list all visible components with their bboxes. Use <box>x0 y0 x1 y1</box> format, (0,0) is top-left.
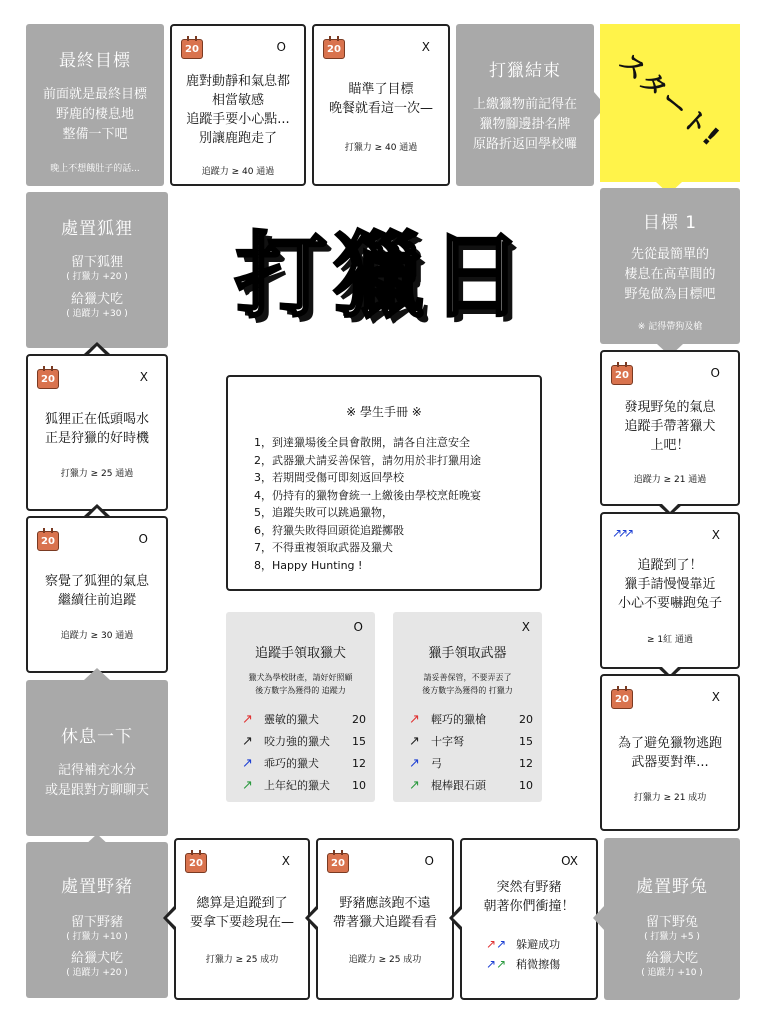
card-rabbit-sense <box>600 350 740 506</box>
card-line: 上吧！ <box>650 438 690 453</box>
card-line: 帶著獵犬追蹤看看 <box>332 915 437 930</box>
weapon-value: 15 <box>519 734 533 748</box>
arrow-left <box>167 908 177 928</box>
dog-row <box>242 755 375 771</box>
handbook-item: 7，不得重複領取武器及獵犬 <box>254 541 393 554</box>
card-line: 武器要對準... <box>631 755 709 770</box>
card-condition: 打獵力 ≥ 21 成功 <box>633 793 707 803</box>
card-line: 朝著你們衝撞！ <box>483 899 575 914</box>
dog-value: 10 <box>352 778 366 792</box>
handbook-item: 6，狩獵失敗得回頭從追蹤擲骰 <box>254 523 404 537</box>
card-line: 晚餐就看這一次— <box>328 101 433 116</box>
arrow-black-icon: ↗ <box>242 733 253 749</box>
card-line: 小心不要嚇跑兔子 <box>617 596 722 611</box>
card-body <box>176 894 308 932</box>
tile-title: 休息一下 <box>61 727 133 747</box>
tile-sub: ( 追蹤力 +30 ) <box>66 309 128 319</box>
dog-value: 20 <box>352 712 366 726</box>
card-deer <box>170 24 306 186</box>
card-line: 突然有野豬 <box>496 880 562 895</box>
card-line: 總算是追蹤到了 <box>196 896 288 911</box>
option-scratch <box>486 956 560 972</box>
card-line: 追蹤到了！ <box>637 558 703 573</box>
result-mark: X <box>421 40 430 54</box>
panel-desc-line: 後方數字為獲得的 追蹤力 <box>255 686 346 695</box>
dog-name: 上年紀的獵犬 <box>264 779 330 792</box>
handbook-item: 8，Happy Hunting ! <box>254 558 363 572</box>
tile-line: 上繳獵物前記得在 <box>472 97 577 112</box>
tile-body <box>26 85 164 145</box>
panel-title: 獵手領取武器 <box>428 646 507 661</box>
arrow-blue-icon: ↗ <box>242 755 253 771</box>
arrow-green-icon: ↗ <box>409 777 420 793</box>
start-label: スタート! <box>612 47 727 154</box>
card-line: 瞄準了目標 <box>348 82 414 97</box>
arrows-icon: ↗↗↗ <box>612 526 631 540</box>
tile-rest <box>26 680 168 836</box>
weapon-row <box>409 733 542 749</box>
tile-line: 留下野兔 <box>645 915 698 930</box>
card-body <box>314 80 448 118</box>
tile-sub: ( 打獵力 +5 ) <box>644 932 700 942</box>
handbook-item: 4，仍持有的獵物會統一上繳後由學校烹飪晚宴 <box>254 488 481 502</box>
dog-value: 12 <box>352 756 366 770</box>
calendar-icon: 20 <box>185 853 207 873</box>
result-mark: X <box>521 620 530 634</box>
tile-line: 野鹿的棲息地 <box>55 107 134 122</box>
dog-row <box>242 711 375 727</box>
tile-sub: ( 追蹤力 +20 ) <box>66 968 128 978</box>
handbook-list <box>254 434 540 574</box>
card-body <box>602 734 738 772</box>
card-line: 發現野兔的氣息 <box>624 400 716 415</box>
option-dodge <box>486 936 560 952</box>
tile-title: 打獵結束 <box>489 61 561 81</box>
tile-body <box>456 95 594 155</box>
tile-title: 處置野兔 <box>636 877 708 897</box>
card-condition: 追蹤力 ≥ 40 通過 <box>201 167 275 177</box>
tile-line: 留下野豬 <box>70 915 123 930</box>
red-blue-arrows-icon: ↗↗ <box>486 937 507 951</box>
tile-line: 記得補充水分 <box>57 763 136 778</box>
card-body <box>28 410 166 448</box>
card-condition: 追蹤力 ≥ 21 通過 <box>633 475 707 485</box>
blue-green-arrows-icon: ↗↗ <box>486 957 507 971</box>
dog-value: 15 <box>352 734 366 748</box>
result-mark: OX <box>561 854 578 868</box>
tile-title: 最終目標 <box>59 51 131 71</box>
card-line: 鹿對動靜和氣息都 <box>185 74 290 89</box>
tile-sub: ( 打獵力 +10 ) <box>66 932 128 942</box>
arrow-green-icon: ↗ <box>242 777 253 793</box>
arrow-down <box>660 502 680 512</box>
tile-line: 前面就是最終目標 <box>42 87 147 102</box>
card-line: 相當敏感 <box>211 93 264 108</box>
card-line: 繼續往前追蹤 <box>57 593 136 608</box>
card-fox-sense <box>26 516 168 673</box>
card-line: 追蹤手要小心點... <box>186 112 290 127</box>
tile-line: 留下狐狸 <box>70 255 123 270</box>
weapon-name: 棍棒跟石頭 <box>431 779 486 792</box>
page-title: 打獵日 <box>234 223 529 330</box>
card-line: 正是狩獵的好時機 <box>44 431 149 446</box>
tile-line: 給獵犬吃 <box>645 951 698 966</box>
tile-fox-deal <box>26 192 168 348</box>
tile-line: 原路折返回學校囉 <box>472 137 577 152</box>
card-body <box>602 398 738 455</box>
dog-row <box>242 777 375 793</box>
result-mark: O <box>353 620 363 634</box>
card-boar-charge <box>460 838 598 1000</box>
arrow-red-icon: ↗ <box>242 711 253 727</box>
tile-body <box>600 245 740 305</box>
result-mark: O <box>424 854 434 868</box>
result-mark: O <box>138 532 148 546</box>
weapon-panel <box>393 612 542 802</box>
calendar-icon: 20 <box>611 365 633 385</box>
result-mark: X <box>281 854 290 868</box>
tile-final-goal <box>26 24 164 186</box>
dog-name: 乖巧的獵犬 <box>264 757 319 770</box>
dog-list <box>242 711 375 793</box>
tile-goal1 <box>600 188 740 344</box>
calendar-icon: 20 <box>37 531 59 551</box>
tile-line: 棲息在高草間的 <box>624 267 716 282</box>
card-line: 察覺了狐狸的氣息 <box>44 574 149 589</box>
weapon-list <box>409 711 542 793</box>
tile-title: 處置野豬 <box>61 877 133 897</box>
calendar-icon: 20 <box>323 39 345 59</box>
result-mark: X <box>711 690 720 704</box>
card-aim <box>312 24 450 186</box>
handbook-item: 3，若期間受傷可即刻返回學校 <box>254 471 404 484</box>
panel-desc-line: 後方數字為獲得的 打獵力 <box>422 686 513 695</box>
tile-line: 獵物腳邊掛名牌 <box>479 117 571 132</box>
dog-panel <box>226 612 375 802</box>
card-line: 別讓鹿跑走了 <box>198 131 277 146</box>
panel-desc <box>226 671 375 697</box>
weapon-row <box>409 755 542 771</box>
handbook-item: 2，武器獵犬請妥善保管，請勿用於非打獵用途 <box>254 453 481 467</box>
dog-row <box>242 733 375 749</box>
tile-line: 給獵犬吃 <box>70 951 123 966</box>
weapon-name: 弓 <box>431 757 442 770</box>
tile-sub: ( 追蹤力 +10 ) <box>641 968 703 978</box>
tile-start <box>600 24 740 182</box>
tile-boar-deal <box>26 842 168 998</box>
card-condition: 追蹤力 ≥ 30 通過 <box>60 631 134 641</box>
result-mark: X <box>711 528 720 542</box>
weapon-name: 十字弩 <box>431 735 464 748</box>
dog-name: 靈敏的獵犬 <box>264 713 319 726</box>
card-line: 獵手請慢慢靠近 <box>624 577 716 592</box>
handbook-item: 1，到達獵場後全員會散開，請各自注意安全 <box>254 436 470 449</box>
dog-name: 咬力強的獵犬 <box>264 735 330 748</box>
tile-line: 整備一下吧 <box>62 127 128 142</box>
tile-title: 目標 1 <box>642 213 698 233</box>
tile-rabbit-deal <box>604 838 740 1000</box>
card-body <box>318 894 452 932</box>
tile-line: 先從最簡單的 <box>630 247 709 262</box>
result-mark: X <box>139 370 148 384</box>
arrow-left <box>453 908 463 928</box>
card-line: 狐狸正在低頭喝水 <box>44 412 149 427</box>
tile-note: ※ 記得帶狗及槍 <box>637 322 703 332</box>
card-line: 野豬應該跑不遠 <box>339 896 431 911</box>
result-mark: O <box>276 40 286 54</box>
card-line: 為了避免獵物逃跑 <box>617 736 722 751</box>
card-condition: 追蹤力 ≥ 25 成功 <box>348 955 422 965</box>
weapon-value: 10 <box>519 778 533 792</box>
card-body <box>462 878 596 916</box>
card-condition: 打獵力 ≥ 25 通過 <box>60 469 134 479</box>
tile-sub: ( 打獵力 +20 ) <box>66 272 128 282</box>
arrow-up <box>84 668 110 680</box>
calendar-icon: 20 <box>37 369 59 389</box>
option-label: 稍微擦傷 <box>516 958 561 971</box>
weapon-value: 12 <box>519 756 533 770</box>
card-line: 要拿下要趁現在— <box>189 915 294 930</box>
arrow-left <box>309 908 319 928</box>
result-mark: O <box>710 366 720 380</box>
handbook-title: ※ 學生手冊 ※ <box>346 405 422 419</box>
weapon-row <box>409 777 542 793</box>
option-label: 躲避成功 <box>516 938 561 951</box>
card-body <box>172 72 304 148</box>
tile-line: 或是跟對方聊聊天 <box>44 783 149 798</box>
panel-desc-line: 請妥善保管，不要弄丟了 <box>423 673 512 682</box>
tile-line: 給獵犬吃 <box>70 292 123 307</box>
arrow-red-icon: ↗ <box>409 711 420 727</box>
calendar-icon: 20 <box>327 853 349 873</box>
calendar-icon: 20 <box>181 39 203 59</box>
card-boar-near <box>316 838 454 1000</box>
card-line: 追蹤手帶著獵犬 <box>624 419 716 434</box>
tile-line: 野兔做為目標吧 <box>624 287 716 302</box>
panel-desc-line: 獵犬為學校財產，請好好照顧 <box>248 673 353 682</box>
weapon-row <box>409 711 542 727</box>
arrow-left <box>593 905 605 931</box>
calendar-icon: 20 <box>611 689 633 709</box>
tile-title: 處置狐狸 <box>61 219 133 239</box>
card-condition: 打獵力 ≥ 40 通過 <box>344 143 418 153</box>
tile-note: 晚上不想餓肚子的話... <box>50 164 140 174</box>
arrow-black-icon: ↗ <box>409 733 420 749</box>
weapon-value: 20 <box>519 712 533 726</box>
card-condition: 打獵力 ≥ 25 成功 <box>205 955 279 965</box>
card-condition: ≥ 1紅 通過 <box>647 635 693 645</box>
card-fox-drink <box>26 354 168 511</box>
card-body <box>602 556 738 613</box>
card-rabbit-weapon <box>600 674 740 831</box>
handbook-item: 5，追蹤失敗可以跳過獵物， <box>254 506 393 519</box>
card-boar-track <box>174 838 310 1000</box>
weapon-name: 輕巧的獵槍 <box>431 713 486 726</box>
panel-title: 追蹤手領取獵犬 <box>254 646 346 661</box>
card-rabbit-tracked <box>600 512 740 669</box>
tile-body <box>26 761 168 801</box>
student-handbook <box>226 375 542 591</box>
tile-hunt-end <box>456 24 594 186</box>
arrow-blue-icon: ↗ <box>409 755 420 771</box>
card-body <box>28 572 166 610</box>
panel-desc <box>393 671 542 697</box>
